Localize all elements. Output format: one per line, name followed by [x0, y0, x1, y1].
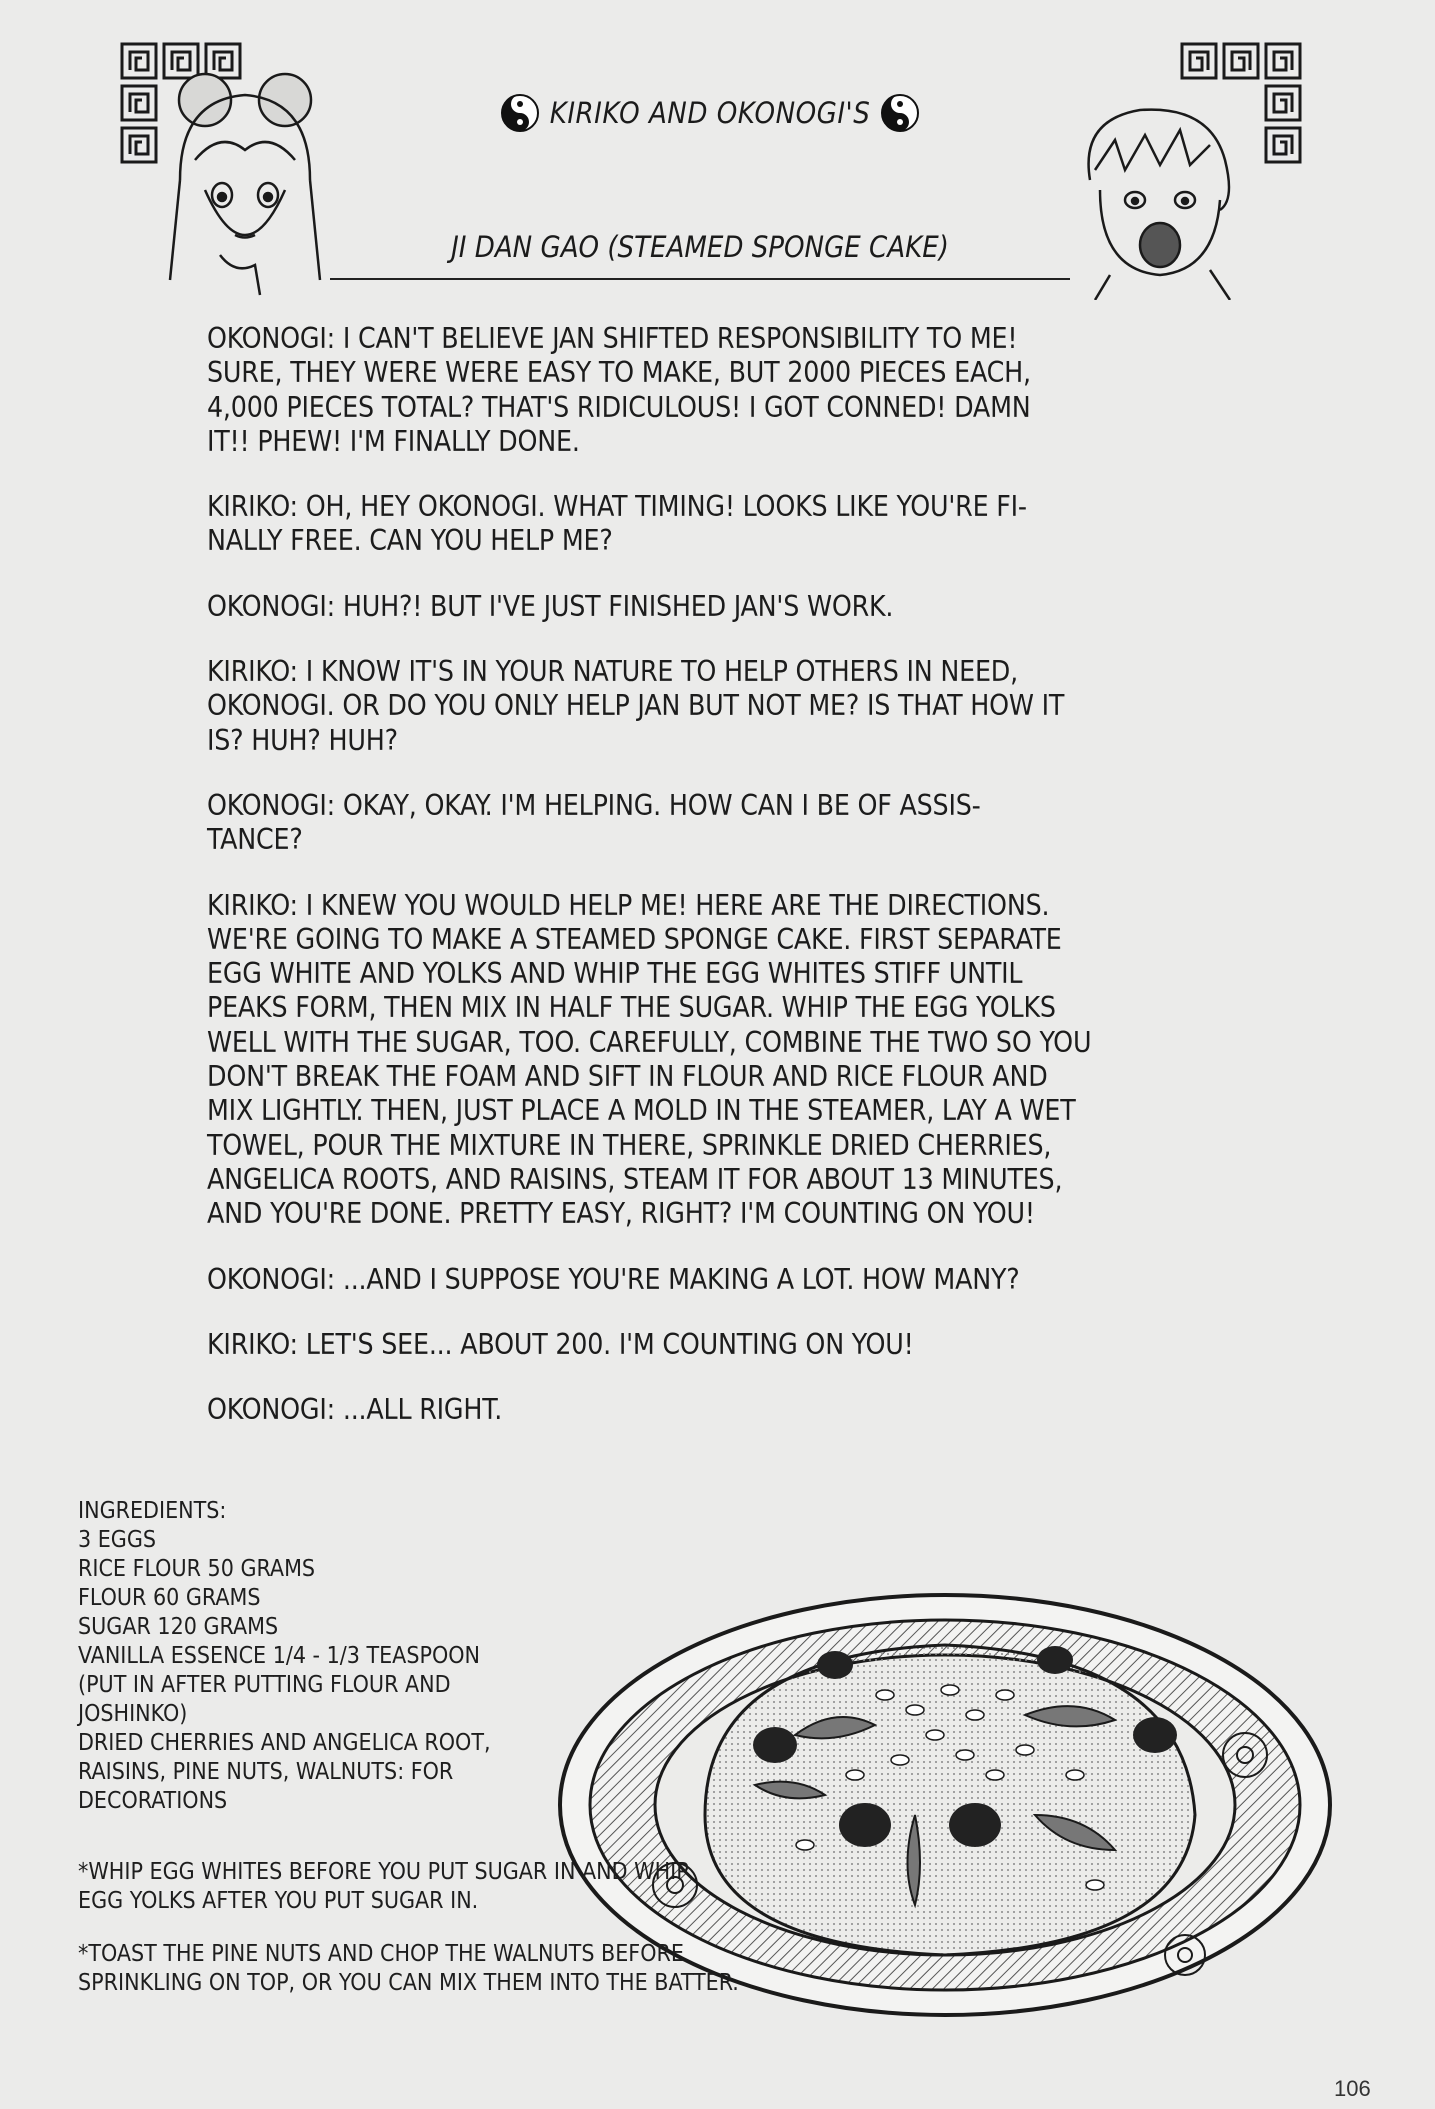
ingredients-heading: INGREDIENTS: — [78, 1498, 227, 1524]
okonogi-portrait-illustration — [1070, 100, 1240, 300]
recipe-note: *TOAST THE PINE NUTS AND CHOP THE WALNUTS BEFORE SPRINKLING ON TOP, OR YOU CAN MIX THEM INTO THE BATTER. — [78, 1941, 739, 1996]
dialogue-paragraph: OKONOGI: ...AND I SUPPOSE YOU'RE MAKING A LOT. HOW MANY? — [207, 1262, 1020, 1296]
ingredient-item: DRIED CHERRIES AND ANGELICA ROOT, RAISINS, PINE NUTS, WALNUTS: FOR DECORATIONS — [78, 1730, 491, 1814]
recipe-title: KIRIKO AND OKONOGI'S — [549, 96, 871, 130]
ingredient-item: FLOUR 60 GRAMS — [78, 1585, 261, 1611]
recipe-subtitle: JI DAN GAO (STEAMED SPONGE CAKE) — [451, 230, 949, 264]
dialogue-paragraph: OKONOGI: ...ALL RIGHT. — [207, 1393, 503, 1427]
dialogue-paragraph: OKONOGI: I CAN'T BELIEVE JAN SHIFTED RESPONSIBILITY TO ME! SURE, THEY WERE WERE EASY TO MAKE, BUT 2000 PIECES EACH, 4,000 PIECES TOTAL? THAT'S RIDICULOUS! I GOT CONNED! DAMN IT!! PHEW! I'M FINALLY DONE. — [207, 322, 1031, 458]
kiriko-portrait-illustration — [160, 60, 330, 300]
dialogue-paragraph: KIRIKO: LET'S SEE... ABOUT 200. I'M COUNTING ON YOU! — [207, 1327, 914, 1361]
dialogue-block — [207, 322, 1207, 1458]
ingredient-item: RICE FLOUR 50 GRAMS — [78, 1556, 316, 1582]
ingredient-item: SUGAR 120 GRAMS — [78, 1614, 279, 1640]
ingredients-list — [78, 1497, 618, 1816]
dialogue-paragraph: OKONOGI: HUH?! BUT I'VE JUST FINISHED JAN'S WORK. — [207, 589, 894, 623]
dialogue-paragraph: KIRIKO: I KNOW IT'S IN YOUR NATURE TO HELP OTHERS IN NEED, OKONOGI. OR DO YOU ONLY HELP JAN BUT NOT ME? IS THAT HOW IT IS? HUH? HUH? — [207, 655, 1065, 757]
subtitle-underline — [330, 278, 1070, 280]
dialogue-paragraph: KIRIKO: OH, HEY OKONOGI. WHAT TIMING! LOOKS LIKE YOU'RE FI- NALLY FREE. CAN YOU HELP ME? — [207, 490, 1027, 558]
recipe-note: *WHIP EGG WHITES BEFORE YOU PUT SUGAR IN AND WHIP EGG YOLKS AFTER YOU PUT SUGAR IN. — [78, 1859, 689, 1914]
recipe-title-row — [460, 88, 960, 138]
yin-yang-icon — [880, 93, 920, 133]
ingredient-item: VANILLA ESSENCE 1/4 - 1/3 TEASPOON (PUT IN AFTER PUTTING FLOUR AND JOSHINKO) — [78, 1643, 480, 1727]
dialogue-paragraph: KIRIKO: I KNEW YOU WOULD HELP ME! HERE ARE THE DIRECTIONS. WE'RE GOING TO MAKE A STEAMED SPONGE CAKE. FIRST SEPARATE EGG WHITE AND YOLKS AND WHIP THE EGG WHITES STIFF UNTIL PEAKS FORM, THEN MIX IN HALF THE SUGAR. WHIP THE EGG YOLKS WELL WITH THE SUGAR, TOO. CAREFULLY, COMBINE THE TWO SO YOU DON'T BREAK THE FOAM AND SIFT IN FLOUR AND RICE FLOUR AND MIX LIGHTLY. THEN, JUST PLACE A MOLD IN THE STEAMER, LAY A WET TOWEL, POUR THE MIXTURE IN THERE, SPRINKLE DRIED CHERRIES, ANGELICA ROOTS, AND RAISINS, STEAM IT FOR ABOUT 13 MINUTES, AND YOU'RE DONE. PRETTY EASY, RIGHT? I'M COUNTING ON YOU! — [207, 888, 1092, 1231]
yin-yang-icon — [500, 93, 540, 133]
page-number: 106 — [1334, 2076, 1371, 2101]
dialogue-paragraph: OKONOGI: OKAY, OKAY. I'M HELPING. HOW CAN I BE OF ASSIS- TANCE? — [207, 788, 981, 857]
ingredient-item: 3 EGGS — [78, 1527, 157, 1553]
